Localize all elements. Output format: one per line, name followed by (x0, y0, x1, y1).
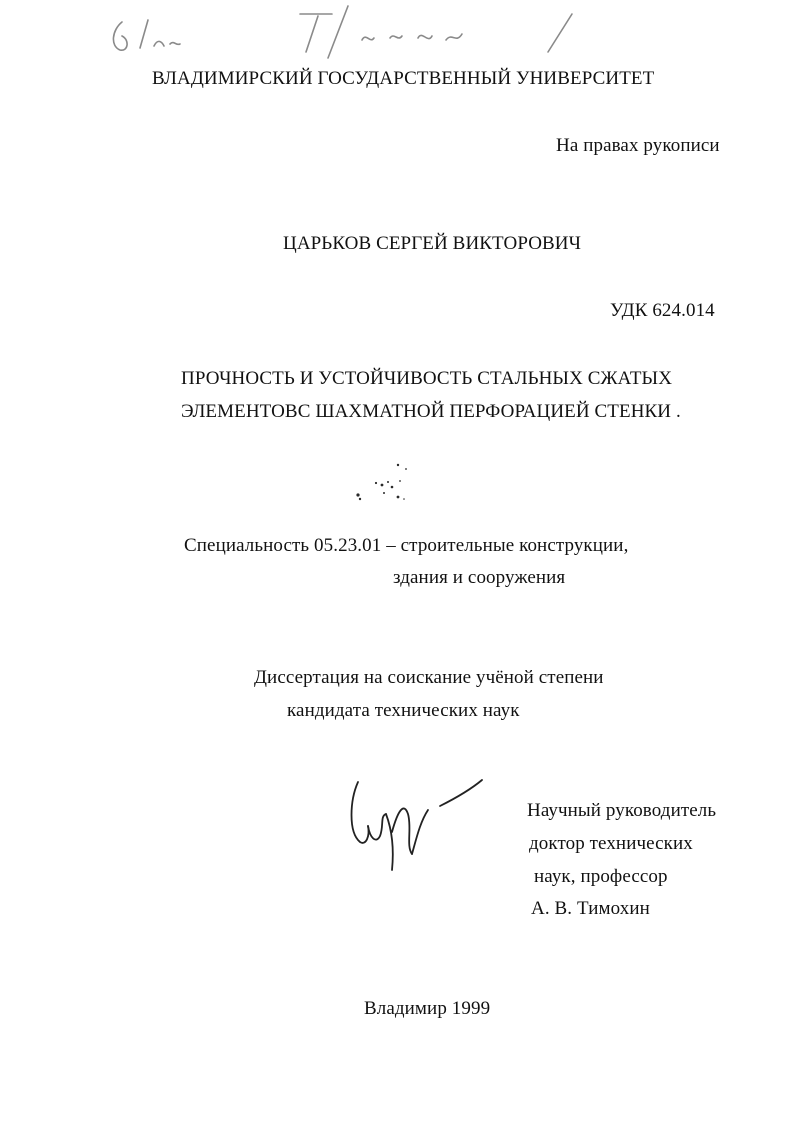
supervisor-role: Научный руководитель (527, 800, 717, 821)
dissertation-line-2: кандидата технических наук (287, 700, 520, 721)
author-signature (340, 770, 490, 880)
supervisor-degree-line-1: доктор технических (529, 833, 693, 854)
title-line-1: ПРОЧНОСТЬ И УСТОЙЧИВОСТЬ СТАЛЬНЫХ СЖАТЫХ (181, 368, 673, 389)
manuscript-note: На правах рукописи (556, 135, 720, 156)
supervisor-name: А. В. Тимохин (531, 898, 650, 919)
supervisor-degree-line-2: наук, профессор (534, 866, 668, 887)
city-year: Владимир 1999 (364, 998, 491, 1019)
udc-code: УДК 624.014 (610, 300, 715, 321)
university-name: ВЛАДИМИРСКИЙ ГОСУДАРСТВЕННЫЙ УНИВЕРСИТЕТ (152, 68, 655, 89)
handwritten-archive-mark (100, 0, 580, 60)
specialty-line-2: здания и сооружения (393, 567, 566, 588)
specialty-line-1: Специальность 05.23.01 – строительные конструкции, (184, 535, 629, 556)
dissertation-line-1: Диссертация на соискание учёной степени (254, 667, 604, 688)
author-name: ЦАРЬКОВ СЕРГЕЙ ВИКТОРОВИЧ (283, 233, 582, 254)
scan-specks (340, 455, 430, 510)
title-line-2: ЭЛЕМЕНТОВС ШАХМАТНОЙ ПЕРФОРАЦИЕЙ СТЕНКИ . (181, 401, 681, 422)
